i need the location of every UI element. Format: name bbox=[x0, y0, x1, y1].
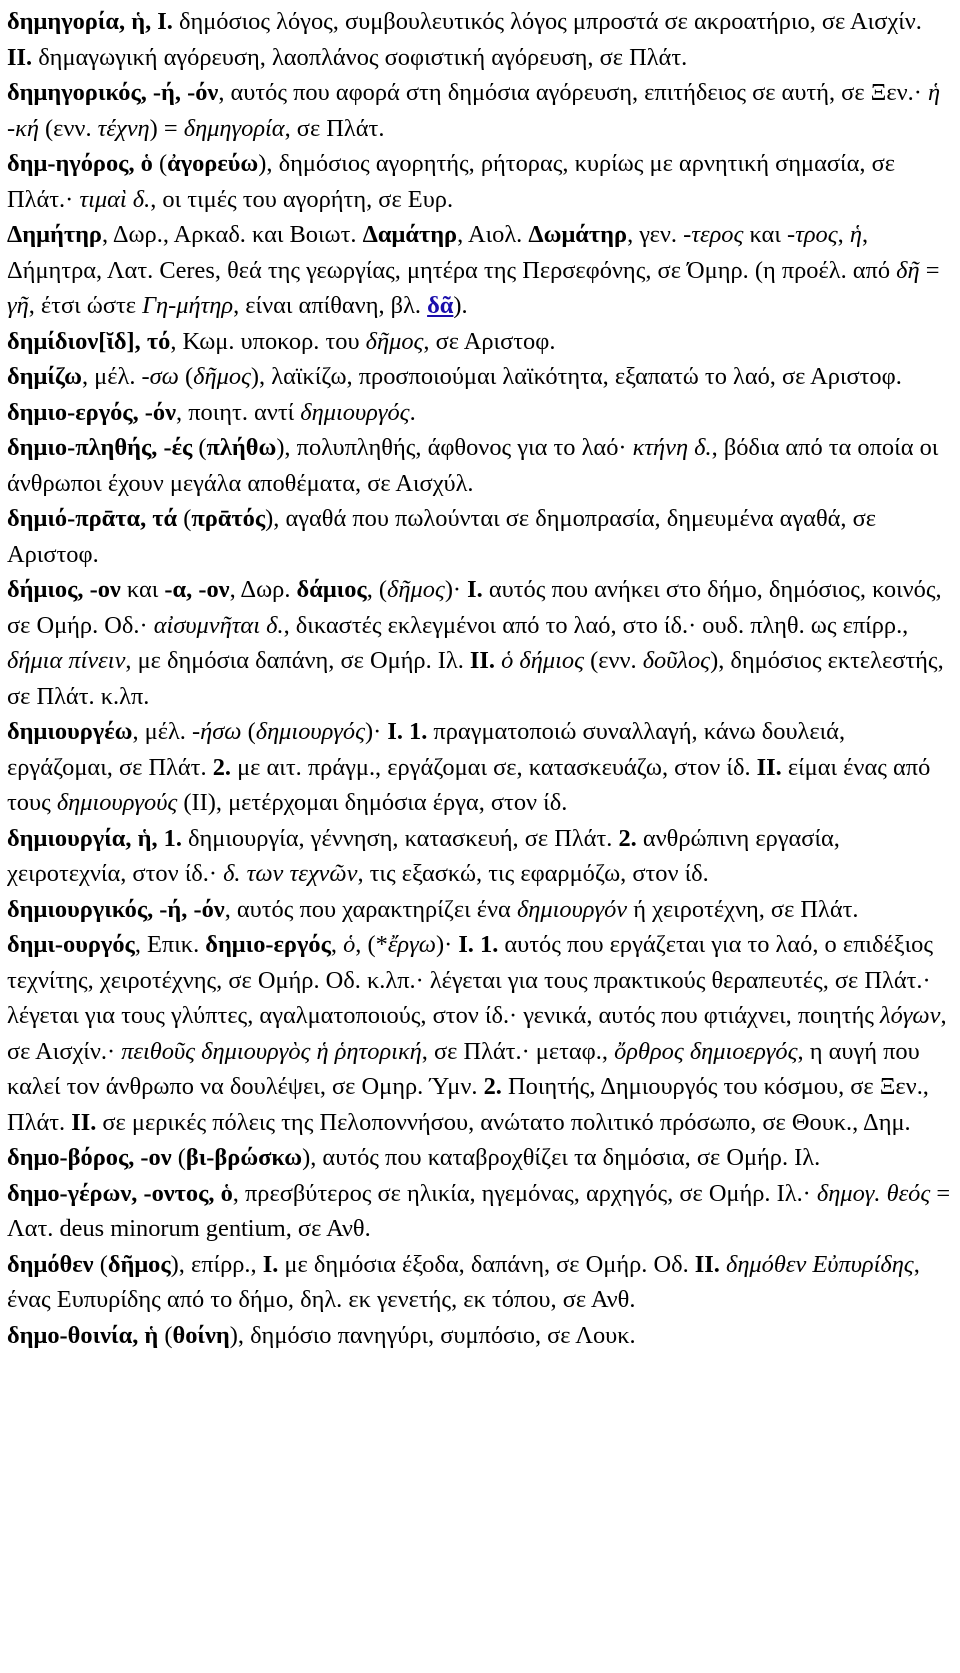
definition-text: ( bbox=[158, 1321, 173, 1349]
italic-term: -τερος bbox=[683, 221, 744, 248]
dictionary-entry bbox=[7, 430, 952, 501]
definition-text: και bbox=[120, 576, 165, 603]
dictionary-entry bbox=[7, 1140, 952, 1176]
definition-text: , είναι απίθανη, βλ. bbox=[233, 292, 428, 319]
definition-text: , τις εξασκώ, τις εφαρμόζω, στον ίδ. bbox=[357, 860, 709, 887]
dictionary-entry bbox=[7, 4, 952, 75]
definition-text: = bbox=[919, 256, 940, 284]
definition-text: ), δημόσιος εκτελεστής, σε Πλάτ. κ.λπ. bbox=[7, 647, 944, 710]
definition-text: , μέλ. bbox=[81, 363, 142, 390]
dictionary-entry bbox=[7, 75, 952, 146]
italic-term: κτήνη δ. bbox=[632, 434, 712, 461]
definition-text: )· bbox=[435, 931, 459, 958]
definition-text: , αυτός που αφορά στη δημόσια αγόρευση, επιτήδειος σε αυτή, σε Ξεν.· bbox=[218, 79, 928, 106]
definition-text: ), αγαθά που πωλούνται σε δημοπρασία, δημευμένα αγαθά, σε Αριστοφ. bbox=[7, 505, 876, 568]
definition-text: , σε Πλάτ.· μεταφ., bbox=[421, 1037, 615, 1065]
dictionary-entry bbox=[7, 821, 952, 892]
italic-term: δῆμος bbox=[387, 576, 445, 603]
definition-text: με αιτ. πράγμ., εργάζομαι σε, κατασκευάζω, στον ίδ. bbox=[230, 753, 757, 781]
headword: δημι-ουργός bbox=[7, 931, 135, 958]
definition-text: Ποιητής, Δημιουργός του κόσμου, σε Ξεν., Πλάτ. bbox=[7, 1073, 929, 1136]
definition-text: , με δημόσια δαπάνη, σε Ομήρ. Ιλ. bbox=[125, 647, 470, 674]
definition-text: , σε Αισχίν.· bbox=[7, 1002, 947, 1065]
bold-term: δῆμος bbox=[107, 1250, 171, 1278]
bold-term: I. 1. bbox=[387, 718, 428, 745]
bold-term: II. bbox=[469, 647, 496, 674]
bold-term: Δαμάτηρ bbox=[362, 221, 458, 248]
definition-text: , βόδια από τα οποία οι άνθρωποι έχουν μεγάλα αποθέματα, σε Αισχύλ. bbox=[7, 434, 939, 497]
italic-term: τιμαὶ δ. bbox=[79, 185, 151, 213]
dictionary-entry bbox=[7, 1176, 952, 1247]
bold-term: πρᾱτός bbox=[191, 505, 266, 532]
bold-term: θοίνη bbox=[172, 1321, 230, 1349]
definition-text: δημόσιος λόγος, συμβουλευτικός λόγος μπροστά σε ακροατήριο, σε Αισχίν. bbox=[172, 8, 922, 35]
bold-term: δάμιος bbox=[296, 576, 367, 603]
dictionary-entry bbox=[7, 324, 952, 360]
italic-term: δημόθεν Εὐπυρίδης bbox=[725, 1250, 914, 1278]
definition-text: , bbox=[837, 221, 850, 248]
italic-term: δοῦλος bbox=[642, 647, 711, 674]
headword: δημηγορία, ἡ, I. bbox=[7, 8, 173, 35]
headword: δημηγορικός, -ή, -όν bbox=[7, 79, 219, 106]
headword: δημιουργέω bbox=[7, 718, 133, 745]
definition-text: , Κωμ. υποκορ. του bbox=[170, 327, 366, 355]
italic-term: δήμια πίνειν bbox=[7, 647, 126, 674]
definition-text: ), πολυπληθής, άφθονος για το λαό· bbox=[276, 434, 633, 461]
definition-text: αυτός που εργάζεται για το λαό, ο επιδέξιος τεχνίτης, χειροτέχνης, σε Ομήρ. Οδ. κ.λπ.· λέγεται για τους πρακτικούς θεραπευτές, σε Πλάτ.· λέγεται για τους γλύπτες, αγαλματοποιούς, στον ίδ.· γενικά, αυτός που φτιάχνει, ποιητής bbox=[7, 931, 933, 1029]
headword: δημ-ηγόρος, ὁ bbox=[7, 150, 153, 177]
definition-text: ), δημόσιο πανηγύρι, συμπόσιο, σε Λουκ. bbox=[229, 1321, 636, 1349]
definition-text: , σε Πλάτ. bbox=[284, 114, 385, 142]
italic-term: γῆ bbox=[7, 292, 29, 319]
italic-term: -τρος bbox=[787, 221, 838, 248]
italic-term: δῆ bbox=[896, 256, 920, 284]
definition-text: , Δωρ. bbox=[229, 576, 297, 603]
definition-text: είμαι ένας από τους bbox=[7, 753, 931, 816]
bold-term: II. bbox=[756, 753, 782, 781]
definition-text: ( bbox=[171, 1144, 186, 1171]
definition-text: ή χειροτέχνη, σε Πλάτ. bbox=[627, 895, 859, 923]
headword: δημίδιον[ῐδ], τό bbox=[7, 327, 171, 355]
italic-term: ὄρθρος δημιοεργός bbox=[614, 1037, 798, 1065]
definition-text: = Λατ. deus minorum gentium, σε Ανθ. bbox=[7, 1179, 951, 1242]
definition-text: . bbox=[409, 398, 416, 426]
bold-term: I. bbox=[262, 1250, 279, 1278]
bold-term: II. bbox=[71, 1108, 97, 1136]
italic-term: αἰσυμνῆται δ. bbox=[153, 611, 284, 639]
italic-term: ὁ δήμιος bbox=[501, 647, 584, 674]
dictionary-entry bbox=[7, 359, 952, 395]
definition-text: , δικαστές εκλεγμένοι από το λαό, στο ίδ.· ουδ. πληθ. ως επίρρ., bbox=[283, 611, 909, 639]
definition-text: , Δήμητρα, Λατ. Ceres, θεά της γεωργίας, μητέρα της Περσεφόνης, σε Όμηρ. (η προέλ. από bbox=[7, 221, 897, 284]
italic-term: δημιουργός bbox=[255, 718, 365, 745]
dictionary-entry bbox=[7, 1247, 952, 1318]
definition-text: ανθρώπινη εργασία, χειροτεχνία, στον ίδ.· bbox=[7, 824, 840, 887]
definition-text: , (* bbox=[355, 931, 388, 958]
definition-text: , Δωρ., Αρκαδ. και Βοιωτ. bbox=[101, 221, 363, 248]
headword: δημο-βόρος, -ον bbox=[7, 1144, 172, 1171]
definition-text: , έτσι ώστε bbox=[28, 292, 143, 319]
bold-term: II. bbox=[694, 1250, 720, 1278]
definition-text: )· bbox=[444, 576, 468, 603]
italic-term: Γη-μήτηρ bbox=[142, 292, 234, 319]
bold-term: 2. bbox=[483, 1073, 502, 1100]
headword: δημιουργικός, -ή, -όν bbox=[7, 895, 225, 923]
definition-text: ), λαϊκίζω, προσποιούμαι λαϊκότητα, εξαπατώ το λαό, σε Αριστοφ. bbox=[250, 363, 902, 390]
bold-term: 2. bbox=[618, 824, 637, 852]
definition-text: ( bbox=[93, 1250, 108, 1278]
definition-text: ( bbox=[152, 150, 168, 177]
italic-term: -σω bbox=[141, 363, 179, 390]
definition-text: , bbox=[330, 931, 344, 958]
dictionary-entry bbox=[7, 501, 952, 572]
italic-term: ἔργω bbox=[387, 931, 436, 958]
bold-term: -α, -ον bbox=[164, 576, 230, 603]
definition-text: ). bbox=[453, 292, 468, 319]
definition-text: ), αυτός που καταβροχθίζει τα δημόσια, σε Ομήρ. Ιλ. bbox=[302, 1144, 821, 1171]
bold-term: δημιο-εργός bbox=[205, 931, 331, 958]
definition-text: , ένας Ευπυρίδης από το δήμο, δηλ. εκ γενετής, εκ τόπου, σε Ανθ. bbox=[7, 1250, 920, 1313]
headword: δημίζω bbox=[7, 363, 82, 390]
italic-term: -ήσω bbox=[192, 718, 242, 745]
italic-term: πειθοῦς δημιουργὸς ἡ ῥητορική bbox=[121, 1037, 422, 1065]
italic-term: δῆμος bbox=[365, 327, 424, 355]
bold-term: Δωμάτηρ bbox=[528, 221, 628, 248]
cross-reference-link[interactable]: δᾶ bbox=[427, 292, 454, 319]
bold-term: βι-βρώσκω bbox=[185, 1144, 303, 1171]
dictionary-entry bbox=[7, 1318, 952, 1354]
definition-text: , η αυγή που καλεί τον άνθρωπο να δουλέψει, σε Ομηρ. Ύμν. bbox=[7, 1037, 920, 1100]
italic-term: δῆμος bbox=[193, 363, 251, 390]
definition-text: , ( bbox=[366, 576, 388, 603]
definition-text: αυτός που ανήκει στο δήμο, δημόσιος, κοινός, σε Ομήρ. Οδ.· bbox=[7, 576, 942, 639]
definition-text: (II), μετέρχομαι δημόσια έργα, στον ίδ. bbox=[177, 789, 568, 816]
definition-text: πραγματοποιώ συναλλαγή, κάνω δουλειά, εργάζομαι, σε Πλάτ. bbox=[7, 718, 846, 781]
headword: δημιο-πληθής, -ές bbox=[7, 434, 193, 461]
bold-term: I. 1. bbox=[458, 931, 499, 958]
italic-term: τέχνη bbox=[97, 114, 150, 142]
definition-text: , οι τιμές του αγορήτη, σε Ευρ. bbox=[150, 185, 454, 213]
italic-term: δημιουργόν bbox=[516, 895, 628, 923]
italic-term: δημογ. θεός bbox=[816, 1179, 931, 1207]
italic-term: δημηγορία bbox=[183, 114, 285, 142]
definition-text: δημιουργία, γέννηση, κατασκευή, σε Πλάτ. bbox=[181, 824, 619, 852]
headword: δημιό-πρᾱτα, τά bbox=[7, 505, 178, 532]
headword: δημο-θοινία, ἡ bbox=[7, 1321, 159, 1349]
definition-text: ( bbox=[177, 505, 192, 532]
italic-term: λόγων bbox=[880, 1002, 941, 1029]
bold-term: ἀγορεύω bbox=[167, 150, 259, 177]
bold-term: II. bbox=[7, 43, 33, 71]
definition-text: , μέλ. bbox=[132, 718, 193, 745]
dictionary-entry bbox=[7, 395, 952, 431]
definition-text: (ενν. bbox=[583, 647, 643, 674]
definition-text: , γεν. bbox=[627, 221, 684, 248]
definition-text: ) = bbox=[149, 114, 184, 142]
definition-text: ( bbox=[192, 434, 207, 461]
definition-text: , Επικ. bbox=[134, 931, 206, 958]
italic-term: δημιουργούς bbox=[56, 789, 178, 816]
dictionary-entry bbox=[7, 217, 952, 324]
definition-text: , αυτός που χαρακτηρίζει ένα bbox=[224, 895, 517, 923]
headword: δήμιος, -ον bbox=[7, 576, 121, 603]
dictionary-entry bbox=[7, 572, 952, 714]
headword: δημιο-εργός, -όν bbox=[7, 398, 176, 426]
definition-text: σε μερικές πόλεις της Πελοποννήσου, ανώτατο πολιτικό πρόσωπο, σε Θουκ., Δημ. bbox=[96, 1108, 911, 1136]
definition-text: ( bbox=[178, 363, 194, 390]
dictionary-entry bbox=[7, 714, 952, 821]
italic-term: δ. των τεχνῶν bbox=[223, 860, 358, 887]
dictionary-entry bbox=[7, 927, 952, 1140]
definition-text: με δημόσια έξοδα, δαπάνη, σε Ομήρ. Οδ. bbox=[278, 1250, 695, 1278]
definition-text: (ενν. bbox=[38, 114, 98, 142]
definition-text: , ποιητ. αντί bbox=[176, 398, 301, 426]
italic-term: δημιουργός bbox=[300, 398, 410, 426]
headword: δημιουργία, ἡ, 1. bbox=[7, 824, 182, 852]
headword: Δημήτηρ bbox=[7, 221, 102, 248]
bold-term: 2. bbox=[212, 753, 231, 781]
dictionary-entry bbox=[7, 892, 952, 928]
definition-text: και bbox=[743, 221, 787, 248]
italic-term: ἡ bbox=[849, 221, 862, 248]
headword: δημο-γέρων, -οντος, ὁ bbox=[7, 1179, 233, 1207]
definition-text: ( bbox=[241, 718, 256, 745]
dictionary-entry bbox=[7, 146, 952, 217]
headword: δημόθεν bbox=[7, 1250, 94, 1278]
definition-text: , Αιολ. bbox=[457, 221, 529, 248]
definition-text: , σε Αριστοφ. bbox=[423, 327, 556, 355]
definition-text: ), επίρρ., bbox=[170, 1250, 263, 1278]
definition-text: )· bbox=[365, 718, 388, 745]
italic-term: ἡ -κή bbox=[7, 79, 941, 142]
definition-text: , πρεσβύτερος σε ηλικία, ηγεμόνας, αρχηγός, σε Ομήρ. Ιλ.· bbox=[232, 1179, 817, 1207]
definition-text: ), δημόσιος αγορητής, ρήτορας, κυρίως με αρνητική σημασία, σε Πλάτ.· bbox=[7, 150, 895, 213]
bold-term: I. bbox=[467, 576, 483, 603]
italic-term: ὁ bbox=[343, 931, 356, 958]
definition-text: δημαγωγική αγόρευση, λαοπλάνος σοφιστική αγόρευση, σε Πλάτ. bbox=[32, 43, 688, 71]
bold-term: πλήθω bbox=[206, 434, 277, 461]
